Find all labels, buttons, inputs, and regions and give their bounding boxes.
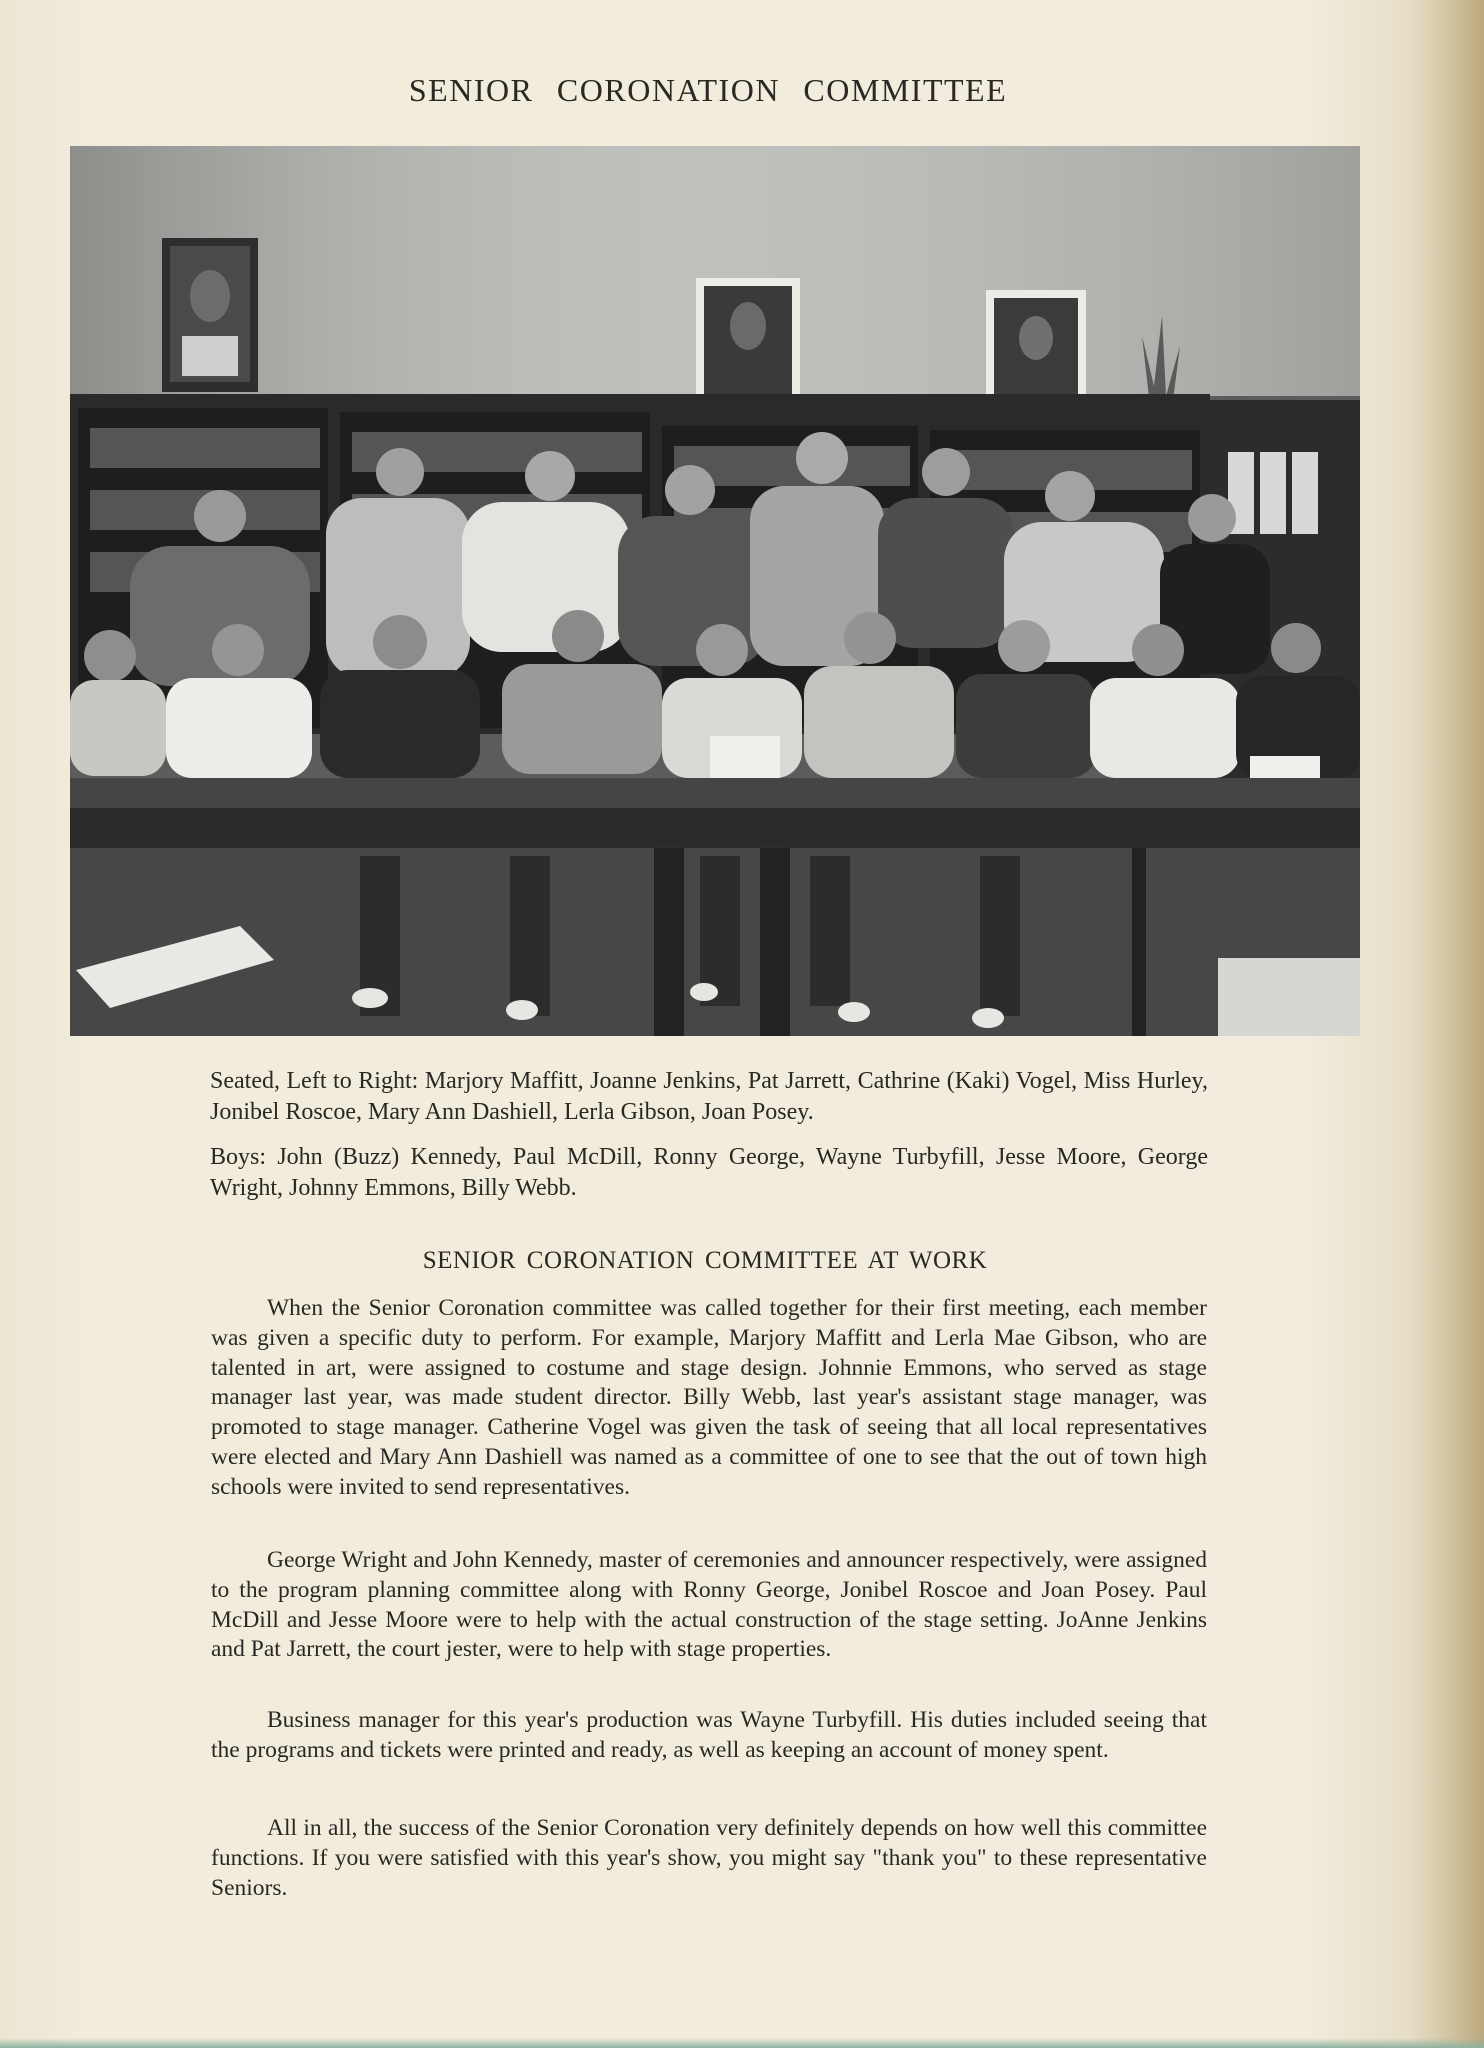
article-paragraph: All in all, the success of the Senior Coronation very definitely depends on how well this committee functions. If you were satisfied with this year's show, you might say "thank you" to these representative Seniors. (211, 1815, 1207, 1901)
committee-group-photo (70, 146, 1360, 1036)
page-edge (0, 2038, 1484, 2048)
article-paragraph: George Wright and John Kennedy, master of ceremonies and announcer respectively, were assigned to the program planning committee along with Ronny George, Jonibel Roscoe and Joan Posey. Paul McDill and Jesse Moore were to help with the actual construction of the stage setting. JoAnne Jenkins and Pat Jarrett, the court jester, were to help with stage properties. (211, 1547, 1207, 1663)
seated-caption: Seated, Left to Right: Marjory Maffitt, Joanne Jenkins, Pat Jarrett, Cathrine (Kaki) Vogel, Miss Hurley, Jonibel Roscoe, Mary Ann Dashiell, Lerla Gibson, Joan Posey. (210, 1068, 1208, 1125)
page-title: SENIOR CORONATION COMMITTEE (408, 72, 1008, 108)
article-paragraph: Business manager for this year's production was Wayne Turbyfill. His duties included seeing that the programs and tickets were printed and ready, as well as keeping an account of money spent. (211, 1707, 1207, 1763)
boys-caption: Boys: John (Buzz) Kennedy, Paul McDill, Ronny George, Wayne Turbyfill, Jesse Moore, George Wright, Johnny Emmons, Billy Webb. (210, 1144, 1208, 1201)
article-heading: SENIOR CORONATION COMMITTEE AT WORK (422, 1247, 988, 1274)
article-paragraph: When the Senior Coronation committee was called together for their first meeting, each member was given a specific duty to perform. For example, Marjory Maffitt and Lerla Mae Gibson, who are talented in art, were assigned to costume and stage design. Johnnie Emmons, who served as stage manager last year, was made student director. Billy Webb, last year's assistant stage manager, was promoted to stage manager. Catherine Vogel was given the task of seeing that all local representatives were elected and Mary Ann Dashiell was named as a committee of one to see that the out of town high schools were invited to send representatives. (211, 1295, 1207, 1500)
